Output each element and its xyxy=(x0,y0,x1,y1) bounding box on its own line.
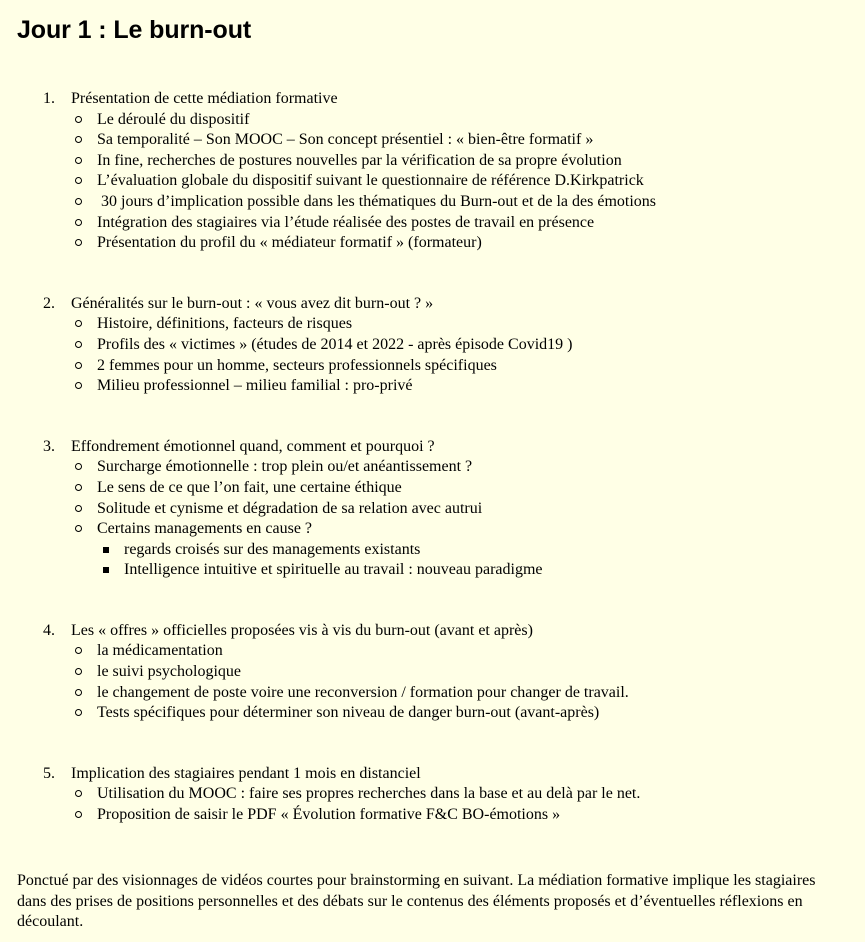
list-item-text: 30 jours d’implication possible dans les thématiques du Burn-out et de la des émotions xyxy=(97,192,657,210)
section-3 xyxy=(17,437,847,581)
square-bullet-icon xyxy=(103,547,109,553)
section-items xyxy=(17,784,847,825)
circle-bullet-icon xyxy=(75,341,82,348)
footer-paragraph: Ponctué par des visionnages de vidéos courtes pour brainstorming en suivant. La médiation formative implique les stagiaires dans des prises de positions personnelles et des débats sur le contenus des éléments proposés et d’éventuelles réflexions en découlant. xyxy=(17,872,816,931)
section-number: 3. xyxy=(43,437,55,455)
section-title: Présentation de cette médiation formative xyxy=(71,90,338,107)
list-item xyxy=(17,233,847,254)
circle-bullet-icon xyxy=(75,811,82,818)
list-item-text: Histoire, définitions, facteurs de risques xyxy=(97,315,353,333)
circle-bullet-icon xyxy=(75,116,82,123)
section-heading xyxy=(17,437,847,458)
list-item-text: Présentation du profil du « médiateur formatif » (formateur) xyxy=(97,234,482,252)
list-item-text: la médicamentation xyxy=(97,642,223,660)
list-item-text: Utilisation du MOOC : faire ses propres recherches dans la base et au delà par le net. xyxy=(97,785,641,803)
sections-list xyxy=(17,89,847,866)
circle-bullet-icon xyxy=(75,709,82,716)
square-bullet-icon xyxy=(103,567,109,573)
list-item xyxy=(17,213,847,234)
section-number: 5. xyxy=(43,764,55,782)
section-heading xyxy=(17,89,847,110)
circle-bullet-icon xyxy=(75,157,82,164)
section-title: Les « offres » officielles proposées vis à vis du burn-out (avant et après) xyxy=(71,621,533,639)
list-item xyxy=(17,499,847,520)
circle-bullet-icon xyxy=(75,320,82,327)
page-title: Jour 1 : Le burn-out xyxy=(17,16,252,44)
nested-list-item xyxy=(17,540,847,561)
nested-items xyxy=(17,540,847,581)
nested-list-item-text: Intelligence intuitive et spirituelle au travail : nouveau paradigme xyxy=(124,561,543,579)
section-4 xyxy=(17,621,847,724)
circle-bullet-icon xyxy=(75,239,82,246)
list-item-text: Proposition de saisir le PDF « Évolution formative F&C BO-émotions » xyxy=(97,806,561,824)
list-item xyxy=(17,641,847,662)
list-item-text: Solitude et cynisme et dégradation de sa relation avec autrui xyxy=(97,499,483,517)
list-item-text: le changement de poste voire une reconversion / formation pour changer de travail. xyxy=(97,683,629,701)
list-item-text: Certains managements en cause ? xyxy=(97,520,313,538)
list-item-text: Tests spécifiques pour déterminer son niveau de danger burn-out (avant-après) xyxy=(97,704,600,722)
list-item xyxy=(17,784,847,805)
nested-list-item xyxy=(17,560,847,581)
list-item-text: Sa temporalité – Son MOOC – Son concept présentiel : « bien-être formatif » xyxy=(97,131,594,149)
circle-bullet-icon xyxy=(75,382,82,389)
list-item-text: Le sens de ce que l’on fait, une certaine éthique xyxy=(97,478,402,496)
list-item xyxy=(17,683,847,704)
circle-bullet-icon xyxy=(75,136,82,143)
list-item xyxy=(17,805,847,826)
section-number: 2. xyxy=(43,294,55,312)
list-item xyxy=(17,110,847,131)
circle-bullet-icon xyxy=(75,198,82,205)
list-item xyxy=(17,192,847,213)
section-items xyxy=(17,314,847,396)
list-item xyxy=(17,478,847,499)
list-item xyxy=(17,151,847,172)
section-5 xyxy=(17,764,847,826)
list-item-text: L’évaluation globale du dispositif suivant le questionnaire de référence D.Kirkpatrick xyxy=(97,172,644,190)
list-item-text: Profils des « victimes » (études de 2014 et 2022 - après épisode Covid19 ) xyxy=(97,335,573,353)
list-item-text: le suivi psychologique xyxy=(97,663,241,681)
section-items xyxy=(17,641,847,723)
list-item-text: Milieu professionnel – milieu familial : pro-privé xyxy=(97,377,413,395)
list-item-text: 2 femmes pour un homme, secteurs professionnels spécifiques xyxy=(97,356,497,374)
circle-bullet-icon xyxy=(75,525,82,532)
circle-bullet-icon xyxy=(75,362,82,369)
section-items xyxy=(17,110,847,254)
list-item-text: In fine, recherches de postures nouvelles par la vérification de sa propre évolution xyxy=(97,151,622,169)
section-title: Effondrement émotionnel quand, comment et pourquoi ? xyxy=(71,437,435,455)
circle-bullet-icon xyxy=(75,689,82,696)
circle-bullet-icon xyxy=(75,647,82,654)
section-heading xyxy=(17,764,847,785)
section-number: 1. xyxy=(43,90,55,107)
document-page xyxy=(17,14,847,931)
list-item xyxy=(17,130,847,151)
list-item-text: Intégration des stagiaires via l’étude réalisée des postes de travail en présence xyxy=(97,213,595,231)
list-item xyxy=(17,335,847,356)
section-items xyxy=(17,457,847,581)
section-title: Généralités sur le burn-out : « vous avez dit burn-out ? » xyxy=(71,294,434,312)
list-item xyxy=(17,376,847,397)
circle-bullet-icon xyxy=(75,484,82,491)
section-heading xyxy=(17,621,847,642)
list-item xyxy=(17,662,847,683)
section-2 xyxy=(17,294,847,397)
circle-bullet-icon xyxy=(75,790,82,797)
circle-bullet-icon xyxy=(75,505,82,512)
circle-bullet-icon xyxy=(75,219,82,226)
nested-list-item-text: regards croisés sur des managements existants xyxy=(124,540,421,558)
circle-bullet-icon xyxy=(75,177,82,184)
list-item xyxy=(17,519,847,581)
list-item xyxy=(17,703,847,724)
list-item xyxy=(17,171,847,192)
list-item xyxy=(17,457,847,478)
list-item-text: Surcharge émotionnelle : trop plein ou/et anéantissement ? xyxy=(97,458,473,476)
section-number: 4. xyxy=(43,621,55,639)
section-heading xyxy=(17,294,847,315)
list-item-text: Le déroulé du dispositif xyxy=(97,110,250,128)
circle-bullet-icon xyxy=(75,668,82,675)
list-item xyxy=(17,314,847,335)
list-item xyxy=(17,356,847,377)
section-1 xyxy=(17,89,847,254)
circle-bullet-icon xyxy=(75,463,82,470)
section-title: Implication des stagiaires pendant 1 mois en distanciel xyxy=(71,764,421,782)
